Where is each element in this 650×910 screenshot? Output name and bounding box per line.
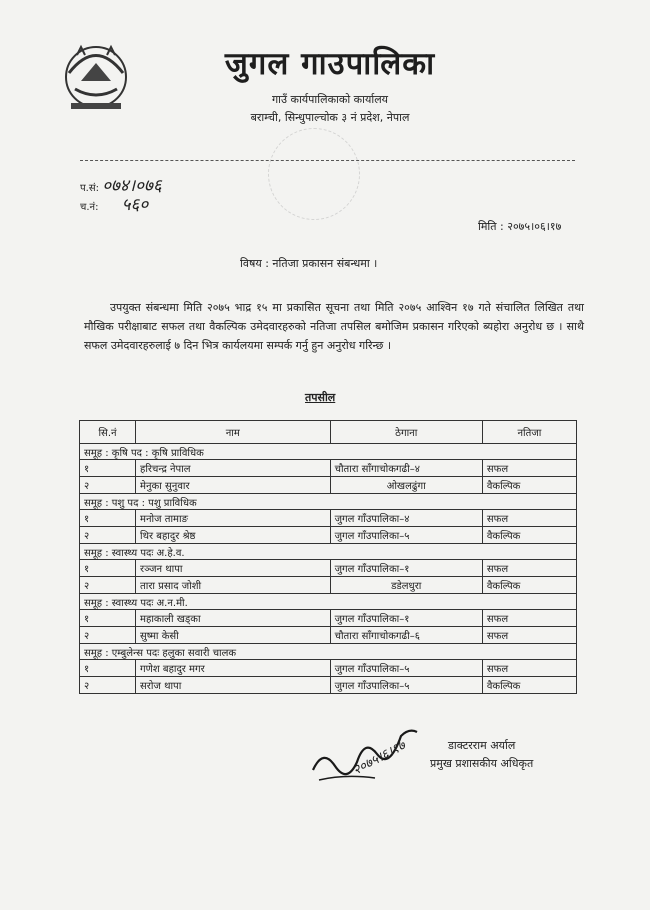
table-group-row xyxy=(80,644,577,660)
cell-serial: १ xyxy=(80,560,136,577)
letter-body xyxy=(84,298,584,355)
cell-serial: १ xyxy=(80,660,136,677)
cell-name: थिर बहादुर श्रेष्ठ xyxy=(136,527,331,544)
ref-cha-na-value: ५६० xyxy=(121,195,149,215)
ref-cha-na-label: च.नं: xyxy=(80,202,99,213)
cell-serial: २ xyxy=(80,577,136,594)
cell-name: हरिचन्द्र नेपाल xyxy=(136,460,331,477)
cell-name: महाकाली खड्का xyxy=(136,610,331,627)
cell-address: जुगल गाँउपालिका–१ xyxy=(330,610,482,627)
table-heading: तपसील xyxy=(305,391,336,404)
cell-address: डडेलधुरा xyxy=(330,577,482,594)
cell-address: चौतारा साँगाचोकगढी–४ xyxy=(330,460,482,477)
table-group-row xyxy=(80,594,577,610)
cell-address: जुगल गाँउपालिका–५ xyxy=(330,677,482,694)
cell-result: सफल xyxy=(482,560,576,577)
table-header-row xyxy=(80,421,577,444)
group-label: समूह : स्वास्थ्य पदः अ.न.मी. xyxy=(80,594,577,610)
letter-body-text: उपयुक्त संबन्धमा मिति २०७५ भाद्र १५ मा प्रकासित सूचना तथा मिति २०७५ आश्विन १७ गते संचालित लिखित तथा मौखिक परीक्षाबाट सफल तथा वैकल्पिक उमेदवारहरुको नतिजा तपसिल बमोजिम प्रकासन गरिएको ब्यहोरा अनुरोध छ । साथै सफल उमेदवारहरुलाई ७ दिन भित्र कार्यलयमा सम्पर्क गर्नु हुन अनुरोध गरिन्छ । xyxy=(84,301,584,352)
cell-serial: २ xyxy=(80,677,136,694)
cell-result: सफल xyxy=(482,660,576,677)
ref-cha-na xyxy=(80,192,148,215)
cell-address: चौतारा साँगाचोकगढी–६ xyxy=(330,627,482,644)
table-group-row xyxy=(80,444,577,460)
group-label: समूह : एम्बुलेन्स पदः हलुका सवारी चालक xyxy=(80,644,577,660)
table-group-row xyxy=(80,544,577,560)
group-label: समूह : पशु पद : पशु प्राविधिक xyxy=(80,494,577,510)
results-table xyxy=(79,420,577,694)
cell-result: सफल xyxy=(482,610,576,627)
cell-serial: २ xyxy=(80,627,136,644)
ref-pa-sa-label: प.सं: xyxy=(80,183,99,194)
cell-result: वैकल्पिक xyxy=(482,577,576,594)
page-title: जुगल गाउपालिका xyxy=(224,46,436,82)
cell-serial: २ xyxy=(80,527,136,544)
office-name: गाउँ कार्यपालिकाको कार्यालय xyxy=(271,93,389,106)
cell-address: जुगल गाँउपालिका–४ xyxy=(330,510,482,527)
table-row xyxy=(80,577,577,594)
cell-serial: १ xyxy=(80,610,136,627)
cell-name: सरोज थापा xyxy=(136,677,331,694)
col-header-name: नाम xyxy=(136,421,331,444)
cell-name: रञ्जन थापा xyxy=(136,560,331,577)
cell-result: सफल xyxy=(482,510,576,527)
cell-result: सफल xyxy=(482,627,576,644)
cell-serial: १ xyxy=(80,510,136,527)
letter-subject: विषय : नतिजा प्रकासन संबन्धमा । xyxy=(240,257,378,270)
col-header-serial: सि.नं xyxy=(80,421,136,444)
table-row xyxy=(80,510,577,527)
cell-address: जुगल गाँउपालिका–१ xyxy=(330,560,482,577)
signatory-title: प्रमुख प्रशासकीय अधिकृत xyxy=(430,757,534,770)
cell-address: जुगल गाँउपालिका–५ xyxy=(330,660,482,677)
col-header-result: नतिजा xyxy=(482,421,576,444)
cell-serial: २ xyxy=(80,477,136,494)
cell-address: जुगल गाँउपालिका–५ xyxy=(330,527,482,544)
cell-serial: १ xyxy=(80,460,136,477)
cell-name: मेनुका सुनुवार xyxy=(136,477,331,494)
table-row xyxy=(80,477,577,494)
cell-name: गणेश बहादुर मगर xyxy=(136,660,331,677)
table-row xyxy=(80,677,577,694)
table-row xyxy=(80,627,577,644)
group-label: समूह : स्वास्थ्य पदः अ.हे.व. xyxy=(80,544,577,560)
cell-result: वैकल्पिक xyxy=(482,527,576,544)
table-row xyxy=(80,560,577,577)
signatory-name: डाक्टरराम अर्याल xyxy=(448,739,516,752)
col-header-address: ठेगाना xyxy=(330,421,482,444)
table-row xyxy=(80,460,577,477)
table-row xyxy=(80,610,577,627)
letter-date: मिति : २०७५।०६।१७ xyxy=(478,220,562,233)
cell-result: वैकल्पिक xyxy=(482,677,576,694)
group-label: समूह : कृषि पद : कृषि प्राविधिक xyxy=(80,444,577,460)
cell-address: ओखलढुंगा xyxy=(330,477,482,494)
office-address: बराम्ची, सिन्धुपाल्चोक ३ नं प्रदेश, नेपाल xyxy=(250,111,410,124)
table-group-row xyxy=(80,494,577,510)
office-stamp xyxy=(268,128,360,220)
ref-pa-sa-value: ०७४।०७६ xyxy=(102,176,162,196)
cell-name: मनोज तामाङ xyxy=(136,510,331,527)
nepal-emblem-icon xyxy=(55,33,137,115)
cell-result: सफल xyxy=(482,460,576,477)
cell-name: सुष्मा केसी xyxy=(136,627,331,644)
signature-date: २०७५।६।१७ xyxy=(350,738,409,779)
table-row xyxy=(80,527,577,544)
cell-result: वैकल्पिक xyxy=(482,477,576,494)
divider xyxy=(80,160,575,161)
cell-name: तारा प्रसाद जोशी xyxy=(136,577,331,594)
table-row xyxy=(80,660,577,677)
